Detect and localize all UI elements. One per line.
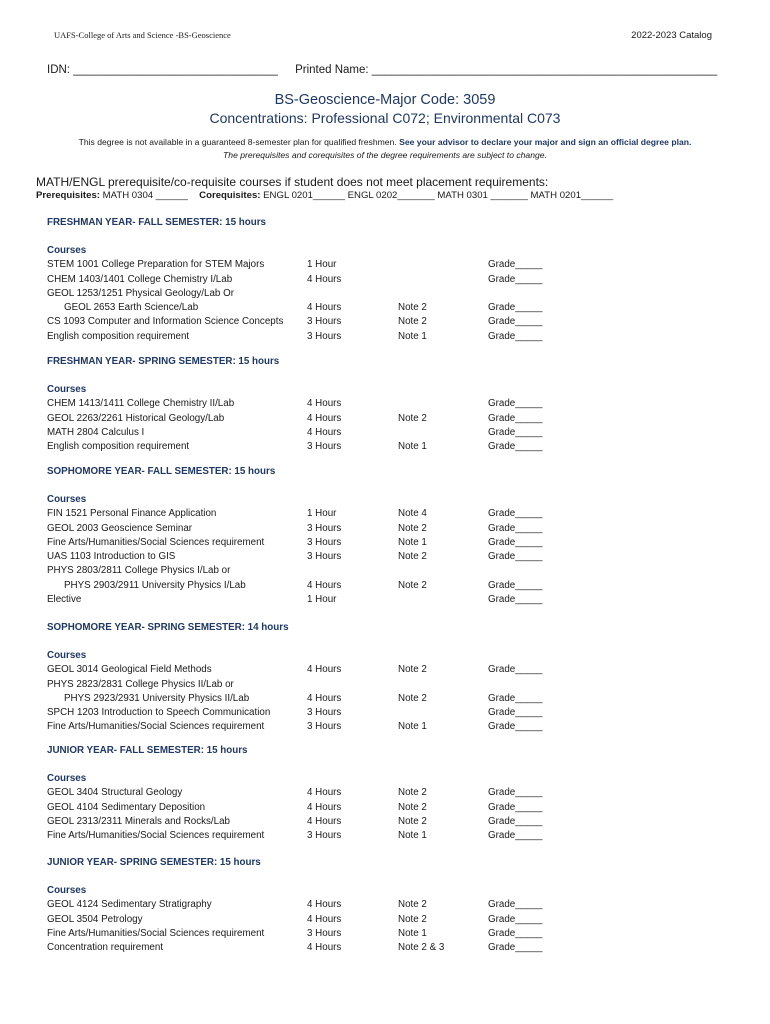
course-name: Fine Arts/Humanities/Social Sciences requirement [47,927,265,939]
prereq-value: MATH 0304 ______ [102,190,188,201]
course-note: Note 1 [398,330,427,342]
course-row [47,829,747,843]
course-name: GEOL 2263/2261 Historical Geology/Lab [47,412,225,424]
course-row [47,315,747,329]
course-hours: 4 Hours [307,273,342,285]
semester-section [47,744,747,843]
course-name: CHEM 1413/1411 College Chemistry II/Lab [47,398,235,410]
courses-label: Courses [47,494,87,505]
course-name: Elective [47,594,82,606]
course-hours: 4 Hours [307,426,342,438]
course-hours: 3 Hours [307,330,342,342]
course-row [47,927,747,941]
course-name: GEOL 4124 Sedimentary Stratigraphy [47,899,212,911]
course-note: Note 1 [398,721,427,733]
course-hours: 3 Hours [307,551,342,563]
course-hours: 1 Hour [307,259,337,271]
grade-blank: Grade_____ [488,316,543,328]
course-row [47,550,747,564]
math-engl-heading: MATH/ENGL prerequisite/co-requisite courses if student does not meet placement requirements: [36,175,549,189]
grade-blank: Grade_____ [488,579,543,591]
notice-plain: This degree is not available in a guaranteed 8-semester plan for qualified freshmen. [78,137,400,147]
course-name: MATH 2804 Calculus I [47,426,145,438]
course-row [47,426,747,440]
course-hours: 3 Hours [307,830,342,842]
course-hours: 4 Hours [307,942,342,954]
course-hours: 1 Hour [307,594,337,606]
grade-blank: Grade_____ [488,913,543,925]
course-hours: 4 Hours [307,787,342,799]
course-row [47,301,747,315]
coreq-label: Corequisites: [199,190,261,201]
grade-blank: Grade_____ [488,302,543,314]
course-note: Note 2 [398,579,427,591]
course-name: English composition requirement [47,441,190,453]
notice-line [0,137,770,147]
course-row [47,815,747,829]
grade-blank: Grade_____ [488,398,543,410]
course-hours: 4 Hours [307,302,342,314]
course-name: GEOL 3504 Petrology [47,913,143,925]
course-row [47,786,747,800]
grade-blank: Grade_____ [488,707,543,719]
course-name: GEOL 2313/2311 Minerals and Rocks/Lab [47,815,230,827]
course-note: Note 2 [398,302,427,314]
prereq-label: Prerequisites: [36,190,100,201]
course-note: Note 2 [398,692,427,704]
course-row [47,564,747,578]
course-row [47,579,747,593]
course-name: PHYS 2803/2811 College Physics I/Lab or [47,565,231,577]
grade-blank: Grade_____ [488,830,543,842]
grade-blank: Grade_____ [488,551,543,563]
grade-blank: Grade_____ [488,692,543,704]
course-hours: 4 Hours [307,398,342,410]
course-row [47,801,747,815]
grade-blank: Grade_____ [488,942,543,954]
course-row [47,720,747,734]
course-name: Concentration requirement [47,942,163,954]
course-name: GEOL 2653 Earth Science/Lab [64,302,199,314]
course-hours: 3 Hours [307,522,342,534]
course-row [47,898,747,912]
grade-blank: Grade_____ [488,815,543,827]
grade-blank: Grade_____ [488,441,543,453]
grade-blank: Grade_____ [488,259,543,271]
course-note: Note 2 [398,522,427,534]
course-name: CS 1093 Computer and Information Science Concepts [47,316,284,328]
prereq-line [36,190,613,201]
course-name: Fine Arts/Humanities/Social Sciences requirement [47,830,265,842]
course-note: Note 2 [398,412,427,424]
course-hours: 3 Hours [307,536,342,548]
course-row [47,941,747,955]
semester-section [47,355,747,454]
course-row [47,593,747,607]
semester-section [47,465,747,607]
course-row [47,330,747,344]
grade-blank: Grade_____ [488,787,543,799]
grade-blank: Grade_____ [488,536,543,548]
grade-blank: Grade_____ [488,412,543,424]
course-name: STEM 1001 College Preparation for STEM Majors [47,259,265,271]
header-left: UAFS-College of Arts and Science -BS-Geoscience [54,30,231,40]
grade-blank: Grade_____ [488,899,543,911]
course-note: Note 1 [398,441,427,453]
course-name: GEOL 1253/1251 Physical Geology/Lab Or [47,287,234,299]
course-name: PHYS 2923/2931 University Physics II/Lab [64,692,250,704]
grade-blank: Grade_____ [488,426,543,438]
id-line [47,64,718,76]
course-note: Note 2 [398,316,427,328]
course-hours: 3 Hours [307,721,342,733]
courses-label: Courses [47,773,87,784]
course-row [47,536,747,550]
semester-section [47,216,747,344]
semester-heading: FRESHMAN YEAR- FALL SEMESTER: 15 hours [47,217,267,228]
course-name: Fine Arts/Humanities/Social Sciences requirement [47,536,265,548]
course-name: GEOL 2003 Geoscience Seminar [47,522,193,534]
course-hours: 1 Hour [307,508,337,520]
grade-blank: Grade_____ [488,273,543,285]
course-name: PHYS 2823/2831 College Physics II/Lab or [47,678,234,690]
notice-bold: See your advisor to declare your major and sign an official degree plan. [399,137,692,147]
semester-heading: JUNIOR YEAR- SPRING SEMESTER: 15 hours [47,857,261,868]
course-hours: 3 Hours [307,441,342,453]
course-row [47,258,747,272]
semester-heading: SOPHOMORE YEAR- SPRING SEMESTER: 14 hours [47,622,289,633]
grade-blank: Grade_____ [488,664,543,676]
course-hours: 3 Hours [307,316,342,328]
semester-section [47,621,747,735]
grade-blank: Grade_____ [488,508,543,520]
course-hours: 3 Hours [307,927,342,939]
course-name: English composition requirement [47,330,190,342]
course-name: Fine Arts/Humanities/Social Sciences requirement [47,721,265,733]
course-hours: 4 Hours [307,664,342,676]
course-row [47,706,747,720]
grade-blank: Grade_____ [488,801,543,813]
course-note: Note 2 [398,913,427,925]
course-hours: 4 Hours [307,913,342,925]
course-name: GEOL 3404 Structural Geology [47,787,183,799]
course-hours: 4 Hours [307,899,342,911]
course-row [47,913,747,927]
courses-label: Courses [47,384,87,395]
courses-label: Courses [47,245,87,256]
course-name: SPCH 1203 Introduction to Speech Communication [47,707,271,719]
semester-heading: FRESHMAN YEAR- SPRING SEMESTER: 15 hours [47,356,280,367]
course-note: Note 2 [398,787,427,799]
course-hours: 4 Hours [307,579,342,591]
coreq-value: ENGL 0201______ ENGL 0202_______ MATH 0301 _______ MATH 0201______ [263,190,614,201]
course-note: Note 1 [398,830,427,842]
course-name: GEOL 3014 Geological Field Methods [47,664,212,676]
printed-name-field: Printed Name: ______________________________________________________ [295,64,718,76]
semester-section [47,856,747,955]
course-name: FIN 1521 Personal Finance Application [47,508,217,520]
course-note: Note 2 & 3 [398,942,445,954]
semester-heading: SOPHOMORE YEAR- FALL SEMESTER: 15 hours [47,466,276,477]
semester-heading: JUNIOR YEAR- FALL SEMESTER: 15 hours [47,745,248,756]
grade-blank: Grade_____ [488,522,543,534]
header-right: 2022-2023 Catalog [631,30,712,41]
page-subtitle: Concentrations: Professional C072; Environmental C073 [209,110,561,126]
grade-blank: Grade_____ [488,594,543,606]
course-note: Note 1 [398,927,427,939]
course-hours: 4 Hours [307,412,342,424]
course-row [47,412,747,426]
course-row [47,692,747,706]
course-hours: 4 Hours [307,801,342,813]
course-row [47,507,747,521]
course-row [47,440,747,454]
course-note: Note 2 [398,551,427,563]
course-note: Note 2 [398,899,427,911]
course-name: CHEM 1403/1401 College Chemistry I/Lab [47,273,233,285]
course-hours: 4 Hours [307,815,342,827]
grade-blank: Grade_____ [488,721,543,733]
courses-label: Courses [47,885,87,896]
idn-field: IDN: ________________________________ [47,64,278,76]
course-name: UAS 1103 Introduction to GIS [47,551,176,563]
course-note: Note 2 [398,815,427,827]
course-row [47,273,747,287]
notice-italic: The prerequisites and corequisites of the degree requirements are subject to change. [223,150,547,160]
course-hours: 4 Hours [307,692,342,704]
grade-blank: Grade_____ [488,927,543,939]
course-row [47,678,747,692]
course-row [47,522,747,536]
page-title: BS-Geoscience-Major Code: 3059 [274,92,496,108]
course-note: Note 2 [398,664,427,676]
course-row [47,397,747,411]
course-note: Note 2 [398,801,427,813]
course-hours: 3 Hours [307,707,342,719]
course-name: GEOL 4104 Sedimentary Deposition [47,801,206,813]
course-note: Note 4 [398,508,427,520]
courses-label: Courses [47,650,87,661]
course-note: Note 1 [398,536,427,548]
course-name: PHYS 2903/2911 University Physics I/Lab [64,579,246,591]
grade-blank: Grade_____ [488,330,543,342]
course-row [47,663,747,677]
course-row [47,287,747,301]
